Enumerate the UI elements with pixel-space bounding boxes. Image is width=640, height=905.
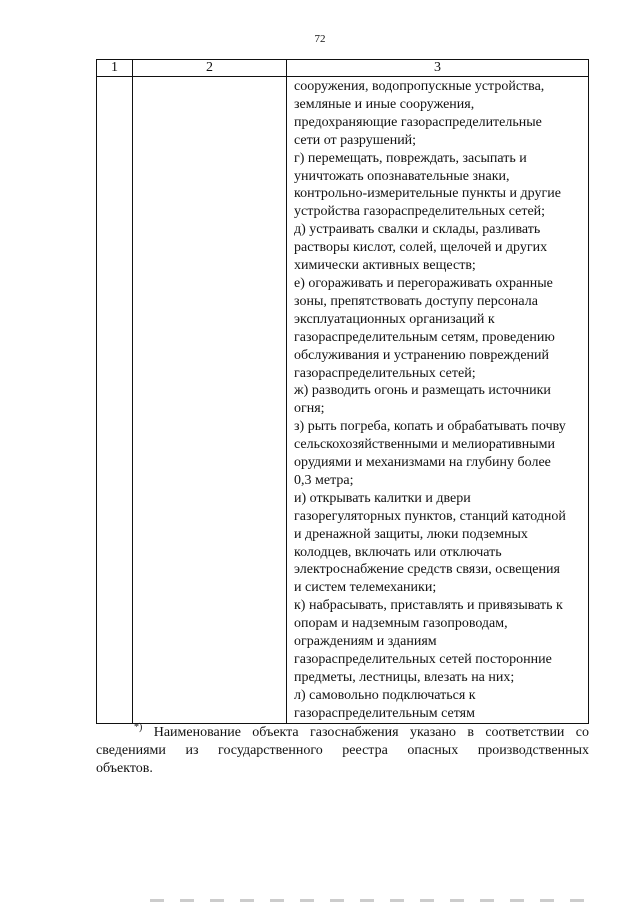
text-line: к) набрасывать, приставлять и привязывать к — [294, 598, 563, 614]
text-line: обслуживания и устранению повреждений — [294, 347, 550, 363]
text-line: растворы кислот, солей, щелочей и других — [294, 240, 548, 256]
text-line: колодцев, включать или отключать — [294, 544, 502, 560]
text-line: эксплуатационных организаций к — [294, 311, 495, 327]
text-line: з) рыть погреба, копать и обрабатывать почву — [294, 419, 566, 435]
text-line: г) перемещать, повреждать, засыпать и — [294, 150, 527, 166]
text-line: 0,3 метра; — [294, 472, 354, 488]
footnote-line-3: объектов. — [96, 761, 153, 776]
page-number: 72 — [314, 33, 326, 45]
footnote-marker: *) — [134, 722, 143, 734]
text-line: ограждениям и зданиям — [294, 634, 437, 650]
text-line: уничтожать опознавательные знаки, — [294, 168, 510, 184]
text-line: зоны, препятствовать доступу персонала — [294, 293, 538, 309]
document-table — [96, 59, 589, 724]
text-line: газораспределительных сетей посторонние — [294, 652, 552, 667]
text-line: опорам и надземным газопроводам, — [294, 616, 508, 632]
text-line: д) устраивать свалки и склады, разливать — [294, 222, 541, 238]
text-line: сооружения, водопропускные устройства, — [294, 79, 545, 94]
footnote-line-2: сведениями из государственного реестра опасных производственных — [96, 743, 589, 758]
text-line: земляные и иные сооружения, — [294, 96, 475, 112]
scan-artifact — [150, 899, 590, 902]
table-row — [97, 77, 589, 724]
column-header-2: 2 — [133, 60, 287, 77]
text-line: и систем телемеханики; — [294, 580, 437, 596]
text-line: контрольно-измерительные пункты и другие — [294, 186, 561, 202]
text-line: орудиями и механизмами на глубину более — [294, 455, 551, 471]
text-line: устройства газораспределительных сетей; — [294, 204, 546, 220]
text-line: химически активных веществ; — [294, 258, 476, 274]
text-line: сельскохозяйственными и мелиоративными — [294, 437, 556, 453]
cell-col3 — [287, 77, 589, 724]
text-line: газораспределительным сетям, проведению — [294, 329, 555, 345]
cell-col1 — [97, 77, 133, 724]
footnote-line-1 — [96, 724, 589, 742]
text-line: газораспределительным сетям — [294, 705, 475, 721]
text-line: электроснабжение средств связи, освещения — [294, 562, 560, 578]
text-line: л) самовольно подключаться к — [294, 687, 476, 703]
text-line: ж) разводить огонь и размещать источники — [294, 383, 551, 399]
text-line: сети от разрушений; — [294, 132, 417, 148]
column-header-1: 1 — [97, 60, 133, 77]
table-header-row — [97, 60, 589, 77]
footnote — [96, 724, 589, 778]
text-line: огня; — [294, 401, 325, 417]
footnote-text-1: Наименование объекта газоснабжения указано в соответствии со — [153, 725, 589, 740]
cell-col2 — [133, 77, 287, 724]
text-line: предметы, лестницы, влезать на них; — [294, 669, 515, 685]
prohibitions-text — [287, 77, 588, 723]
text-line: газорегуляторных пунктов, станций катодной — [294, 508, 566, 524]
column-header-3: 3 — [287, 60, 589, 77]
text-line: и) открывать калитки и двери — [294, 490, 471, 506]
text-line: газораспределительных сетей; — [294, 365, 476, 381]
text-line: и дренажной защиты, люки подземных — [294, 526, 528, 542]
text-line: предохраняющие газораспределительные — [294, 114, 542, 130]
text-line: е) огораживать и перегораживать охранные — [294, 275, 553, 291]
